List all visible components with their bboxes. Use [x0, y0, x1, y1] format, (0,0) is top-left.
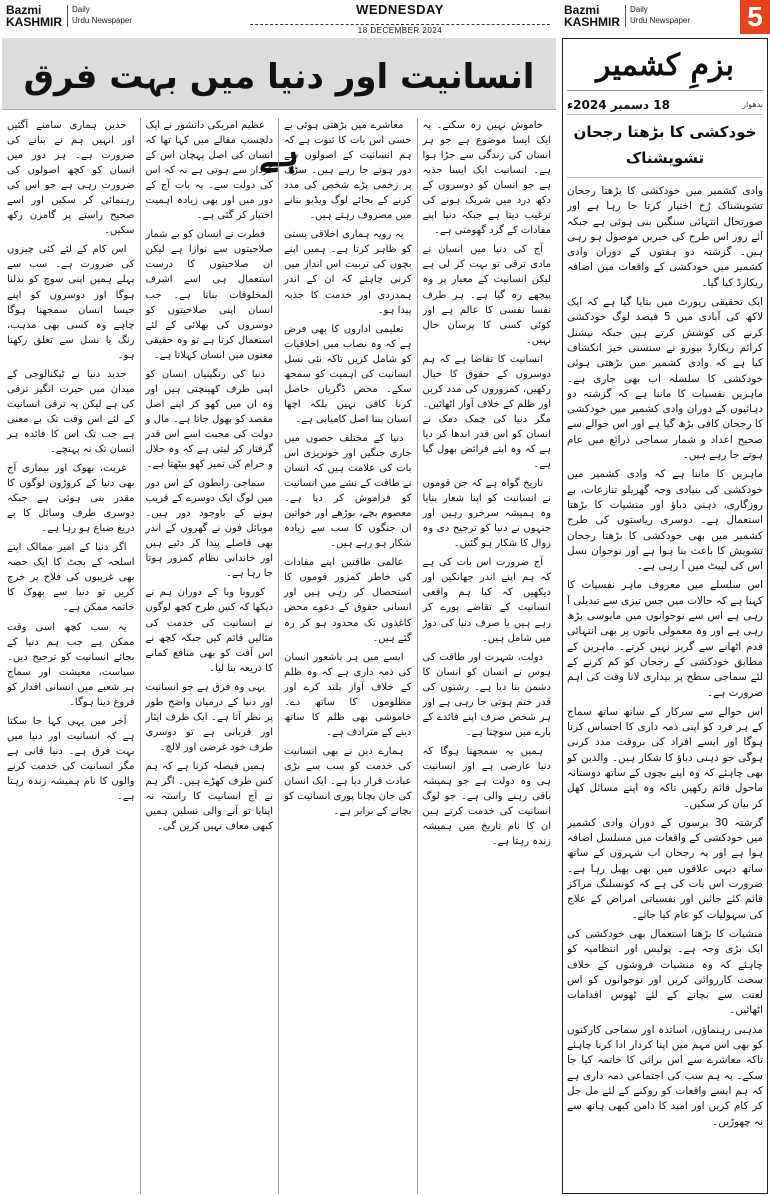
article-paragraph: آج کی دنیا میں انسان نے مادی ترقی تو بہت کر لی ہے لیکن انسانیت کے معیار پر وہ پیچھے رہ گیا ہے۔ ہر طرف نفسا نفسی کا عالم ہے اور کوئی کسی کا پرسان حال نہیں۔ — [422, 244, 551, 346]
editorial-weekday: بدھوار — [742, 100, 763, 109]
article-paragraph: یہ سب کچھ اسی وقت ممکن ہے جب ہم دنیا کے بجائے انسانیت کو ترجیح دیں۔ سیاست، معیشت اور سماج ہر شعبے میں انسانی اقدار کو فروغ دینا ہوگا۔ — [7, 621, 135, 708]
editorial-masthead: بزمِ کشمیر — [567, 39, 763, 91]
article-paragraph: جدید دنیا نے ٹیکنالوجی کے میدان میں حیرت انگیز ترقی کی ہے لیکن یہ ترقی انسانیت کے لئے اس وقت تک بے معنی ہے جب تک اس کا فائدہ ہر انسان تک نہ پہنچے۔ — [7, 368, 135, 455]
article-paragraph: معاشرے میں بڑھتی ہوئی بے حسی اس بات کا ثبوت ہے کہ ہم انسانیت کے اصولوں سے دور ہوتے جا رہے ہیں۔ سڑک پر زخمی پڑے شخص کی مدد کرنے کے بجائے لوگ ویڈیو بنانے میں مصروف رہتے ہیں۔ — [284, 120, 412, 222]
brand-name — [6, 4, 62, 28]
article-paragraph: آج ضرورت اس بات کی ہے کہ ہم اپنے اندر جھانکیں اور دیکھیں کہ کیا ہم واقعی انسانیت کے تقاضے پورے کر رہے ہیں یا صرف دنیا کی دوڑ میں شامل ہیں۔ — [422, 557, 551, 644]
issue-date-line — [250, 18, 550, 35]
article-paragraph: تاریخ گواہ ہے کہ جن قوموں نے انسانیت کو اپنا شعار بنایا وہ ہمیشہ سرخرو رہیں اور جنہوں نے دنیا کو ترجیح دی وہ زوال کا شکار ہو گئیں۔ — [422, 478, 551, 550]
article-columns — [2, 118, 556, 1194]
brand-line2: KASHMIR — [564, 15, 620, 29]
main-article — [2, 38, 556, 1194]
page-header — [0, 0, 770, 34]
article-paragraph: حدیں ہماری سامنے آگئیں اور انہیں ہم نے بنانے کی ضرورت ہے۔ ہر دور میں انسان کو کچھ اصولوں کی ضرورت رہی ہے جو اس کی رہنمائی کر سکیں اور اسے صحیح راستے پر گامزن رکھ سکیں۔ — [7, 120, 135, 237]
article-paragraph: غربت، بھوک اور بیماری آج بھی دنیا کے کروڑوں لوگوں کا مقدر بنی ہوئی ہے جبکہ دوسری طرف وسائل کا بے دریغ ضیاع ہو رہا ہے۔ — [7, 463, 135, 535]
brand-tagline — [630, 4, 690, 26]
brand-name — [564, 4, 620, 28]
article-paragraph: یہی وہ فرق ہے جو انسانیت اور دنیا کے درمیان واضح طور پر نظر آتا ہے۔ ایک طرف ایثار اور قربانی ہے تو دوسری طرف خود غرضی اور لالچ۔ — [145, 681, 273, 753]
article-paragraph: دنیا کی رنگینیاں انسان کو اپنی طرف کھینچتی ہیں اور وہ ان میں کھو کر اپنے اصل مقصد کو بھول جاتا ہے۔ مال و دولت کی محبت اسے اس قدر گرفتار کر لیتی ہے کہ وہ حلال و حرام کی تمیز کھو بیٹھتا ہے۔ — [145, 368, 273, 471]
article-column — [279, 118, 418, 1194]
article-paragraph: آخر میں یہی کہا جا سکتا ہے کہ انسانیت اور دنیا میں بہت فرق ہے۔ دنیا فانی ہے مگر انسانیت کی خدمت کرنے والوں کا نام ہمیشہ زندہ رہتا ہے۔ — [7, 715, 135, 803]
editorial-date: 18 دسمبر 2024ء — [567, 97, 670, 112]
article-paragraph: سماجی رابطوں کے اس دور میں لوگ ایک دوسرے کے قریب ہونے کے باوجود دور ہیں۔ موبائل فون نے گھروں کے اندر بھی فاصلے پیدا کر دئیے ہیں اور خاندانی نظام کمزور ہوتا جا رہا ہے۔ — [145, 478, 273, 580]
article-paragraph: کورونا وبا کے دوران ہم نے دیکھا کہ کس طرح کچھ لوگوں نے انسانیت کی خدمت کی مثالیں قائم کیں جبکہ کچھ نے اس آفت کو بھی منافع کمانے کا ذریعہ بنا لیا۔ — [145, 587, 273, 674]
article-paragraph: ہمیں یہ سمجھنا ہوگا کہ دنیا عارضی ہے اور انسانیت ہی وہ دولت ہے جو ہمیشہ باقی رہنے والی ہے۔ جو لوگ انسانیت کی خدمت کرتے ہیں ان کا نام تاریخ میں ہمیشہ زندہ رہتا ہے۔ — [422, 745, 551, 848]
article-column — [2, 118, 141, 1194]
brand-logo-left — [6, 4, 132, 28]
brand-line1: Bazmi — [6, 3, 42, 17]
editorial-body — [567, 184, 763, 1196]
article-paragraph: دولت، شہرت اور طاقت کی ہوس نے انسان کو انسان کا دشمن بنا دیا ہے۔ رشتوں کی قدر ختم ہوتی جا رہی ہے اور ہر شخص صرف اپنے فائدے کے بارے میں سوچتا ہے۔ — [422, 651, 551, 738]
article-paragraph: یہ رویہ ہماری اخلاقی پستی کو ظاہر کرتا ہے۔ ہمیں اپنے بچوں کی تربیت اس انداز میں کرنی چاہئے کہ ان کے اندر ہمدردی اور خدمت کا جذبہ پیدا ہو۔ — [284, 229, 412, 316]
article-paragraph: عظیم امریکی دانشور نے ایک دلچسپ مقالے میں کہا تھا کہ انسان کی اصل پہچان اس کے کردار سے ہوتی ہے نہ کہ اس کی دولت سے۔ یہ بات آج کے دور میں اور بھی زیادہ اہمیت اختیار کر گئی ہے۔ — [145, 120, 273, 222]
editorial-date-row — [567, 95, 763, 115]
editorial-title: خودکشی کا بڑھتا رجحان تشویشناک — [567, 115, 763, 178]
editorial-paragraph: اس حوالے سے سرکار کے ساتھ ساتھ سماج کے ہر فرد کو اپنی ذمہ داری کا احساس کرنا ہوگا اور ایسے افراد کی بروقت مدد کرنی ہوگی جو ذہنی دباؤ کا شکار ہیں۔ والدین کو بھی چاہئے کہ وہ اپنے بچوں کے ساتھ دوستانہ ماحول قائم رکھیں تاکہ وہ اپنے مسائل کھل کر بیان کر سکیں۔ — [567, 705, 763, 810]
editorial-paragraph: اس سلسلے میں معروف ماہر نفسیات کا کہنا ہے کہ حالات میں جس تیزی سے تبدیلی آ رہی ہے اس سے نوجوانوں میں مایوسی بڑھ رہی ہے اور وہ معمولی باتوں پر بھی انتہائی قدم اٹھانے سے گریز نہیں کرتے۔ ماہرین کے مطابق خودکشی کے رجحان کو کم کرنے کے لئے سماجی سطح پر بیداری لانا وقت کی اہم ضرورت ہے۔ — [567, 579, 763, 699]
brand-line1: Bazmi — [564, 3, 600, 17]
brand-logo-right — [564, 4, 690, 28]
tag-line1: Daily — [630, 5, 648, 14]
article-paragraph: عالمی طاقتیں اپنے مفادات کی خاطر کمزور قوموں کا استحصال کر رہی ہیں اور انسانی حقوق کے دعوے محض کاغذوں تک محدود ہو کر رہ گئے ہیں۔ — [284, 557, 412, 644]
article-column — [418, 118, 557, 1194]
article-paragraph: تعلیمی اداروں کا بھی فرض ہے کہ وہ نصاب میں اخلاقیات کو شامل کریں تاکہ نئی نسل انسانیت کی اہمیت کو سمجھ سکے۔ محض ڈگریاں حاصل کرنا کافی نہیں بلکہ اچھا انسان بننا اصل کامیابی ہے۔ — [284, 323, 412, 425]
issue-date: 18 DECEMBER 2024 — [354, 26, 446, 35]
brand-tagline — [72, 4, 132, 26]
issue-weekday: WEDNESDAY — [356, 2, 444, 17]
brand-line2: KASHMIR — [6, 15, 62, 29]
article-paragraph: دنیا کے مختلف حصوں میں جاری جنگیں اور خونریزی اس بات کی علامت ہیں کہ انسان نے طاقت کے نشے میں انسانیت کو فراموش کر دیا ہے۔ معصوم بچے، بوڑھے اور خواتین ان جنگوں کا سب سے زیادہ شکار ہو رہے ہیں۔ — [284, 432, 412, 550]
editorial-paragraph: ماہرین کا ماننا ہے کہ وادی کشمیر میں خودکشی کی بنیادی وجہ گھریلو تنازعات، بے روزگاری، ذہنی دباؤ اور منشیات کا بڑھتا استعمال ہے۔ دوسری ریاستوں کی طرح کشمیر میں بھی خودکشی کا بڑھتا رجحان تشویش کا باعث بنا ہوا ہے اور نوجوان نسل اس کی لپیٹ میں آ رہی ہے۔ — [567, 468, 763, 573]
article-headline: انسانیت اور دنیا میں بہت فرق ہے — [2, 38, 556, 110]
article-paragraph: ہمیں فیصلہ کرنا ہے کہ ہم کس طرف کھڑے ہیں۔ اگر ہم نے آج انسانیت کا راستہ نہ اپنایا تو آنے والی نسلیں ہمیں کبھی معاف نہیں کریں گی۔ — [145, 760, 273, 833]
brand-divider — [67, 5, 68, 27]
article-paragraph: خاموش نہیں رہ سکتے۔ یہ ایک ایسا موضوع ہے جو ہر انسان کی زندگی سے جڑا ہوا ہے۔ انسانیت ایک ایسا جذبہ ہے جو انسان کو دوسروں کے دکھ درد میں شریک ہونے کی ترغیب دیتا ہے جبکہ دنیا اپنے مفادات کے گرد گھومتی ہے۔ — [422, 120, 551, 237]
editorial-paragraph: وادی کشمیر میں خودکشی کا بڑھتا رجحان تشویشناک رُخ اختیار کرتا جا رہا ہے اور صورتحال انتہائی سنگین بنی ہوئی ہے جبکہ آئے روز اس طرح کی خبریں موصول ہو رہی ہیں۔ گزشتہ دو ہفتوں کے دوران وادی کشمیر میں خودکشی کے واقعات میں اضافہ ریکارڈ کیا گیا۔ — [567, 185, 763, 289]
tag-line1: Daily — [72, 5, 90, 14]
editorial-paragraph: ایک تحقیقی رپورٹ میں بتایا گیا ہے کہ ایک لاکھ کی آبادی میں 5 فیصد لوگ خودکشی کرنے کی کوشش کرتے ہیں جبکہ نیشنل کرائم ریکارڈ بیورو نے سنسنی خیز انکشاف کیا ہے کہ وادی کشمیر میں بڑھتی ہوئی خودکشی کا سلسلہ اب بھی جاری ہے۔ ماہرین نفسیات کا ماننا ہے کہ گزشتہ دو دہائیوں کے دوران وادی کشمیر میں خودکشی کا رجحان کافی بڑھ گیا ہے اور اس حوالے سے صحیح اعداد و شمار سماجی ذرائع میں عام ہوتے جا رہے ہیں۔ — [567, 296, 763, 462]
article-paragraph: ہمارے دین نے بھی انسانیت کی خدمت کو سب سے بڑی عبادت قرار دیا ہے۔ ایک انسان کی جان بچانا پوری انسانیت کو بچانے کے برابر ہے۔ — [284, 745, 412, 818]
editorial-paragraph: مذہبی رہنماؤں، اساتذہ اور سماجی کارکنوں کو بھی اس مہم میں اپنا کردار ادا کرنا چاہئے تاکہ معاشرے سے اس برائی کا خاتمہ کیا جا سکے۔ یہ ہم سب کی اجتماعی ذمہ داری ہے کہ ہم ایسے واقعات کو روکنے کے لئے مل جل کر کام کریں اور امید کا دامن کبھی ہاتھ سے نہ چھوڑیں۔ — [567, 1023, 763, 1128]
article-column — [141, 118, 280, 1194]
page-number-badge: 5 — [740, 0, 770, 34]
brand-divider — [625, 5, 626, 27]
editorial-paragraph: گزشتہ 30 برسوں کے دوران وادی کشمیر میں خودکشی کے واقعات میں مسلسل اضافہ ہوا ہے اور یہ رجحان اب شہروں کے ساتھ ساتھ دیہی علاقوں میں بھی پھیل رہا ہے۔ ضرورت اس بات کی ہے کہ کونسلنگ مراکز قائم کئے جائیں اور نفسیاتی امراض کے علاج کی سہولیات کو عام کیا جائے۔ — [567, 816, 763, 921]
editorial-paragraph: منشیات کا بڑھتا استعمال بھی خودکشی کی ایک بڑی وجہ ہے۔ پولیس اور انتظامیہ کو چاہئے کہ وہ منشیات فروشوں کے خلاف سخت کارروائی کریں اور نوجوانوں کو اس لعنت سے بچانے کے لئے ٹھوس اقدامات اٹھائیں۔ — [567, 927, 763, 1017]
tag-line2: Urdu Newspaper — [72, 16, 133, 25]
article-paragraph: انسانیت کا تقاضا ہے کہ ہم دوسروں کے حقوق کا خیال رکھیں، کمزوروں کی مدد کریں اور ظلم کے خلاف آواز اٹھائیں۔ مگر دنیا کی چمک دمک نے انسان کو اس قدر اندھا کر دیا ہے کہ وہ اپنے فرائض بھول گیا ہے۔ — [422, 353, 551, 471]
editorial-column — [562, 38, 768, 1194]
article-paragraph: اس کام کے لئے کئی چیزوں کی ضرورت ہے۔ سب سے پہلے ہمیں اپنی سوچ کو بدلنا ہوگا اور دوسروں کو اپنے جیسا انسان سمجھنا ہوگا چاہے وہ کسی بھی مذہب، رنگ یا نسل سے تعلق رکھتا ہو۔ — [7, 244, 135, 361]
article-paragraph: فطرت نے انسان کو بے شمار صلاحیتوں سے نوازا ہے لیکن ان صلاحیتوں کا درست استعمال ہی اسے اشرف المخلوقات بناتا ہے۔ جب انسان اپنی صلاحیتوں کو دوسروں کی بھلائی کے لئے استعمال کرتا ہے تو وہ حقیقی معنوں میں انسان کہلاتا ہے۔ — [145, 229, 273, 361]
article-paragraph: ایسے میں ہر باشعور انسان کی ذمہ داری ہے کہ وہ ظلم کے خلاف آواز بلند کرے اور مظلوموں کا ساتھ دے۔ خاموشی بھی ظلم کا ساتھ دینے کے مترادف ہے۔ — [284, 651, 412, 738]
issue-date-block — [250, 2, 550, 35]
article-paragraph: اگر دنیا کے امیر ممالک اپنے اسلحہ کے بجٹ کا ایک حصہ بھی غریبوں کی فلاح پر خرچ کریں تو دنیا سے بھوک کا خاتمہ ممکن ہے۔ — [7, 542, 135, 614]
tag-line2: Urdu Newspaper — [630, 16, 691, 25]
